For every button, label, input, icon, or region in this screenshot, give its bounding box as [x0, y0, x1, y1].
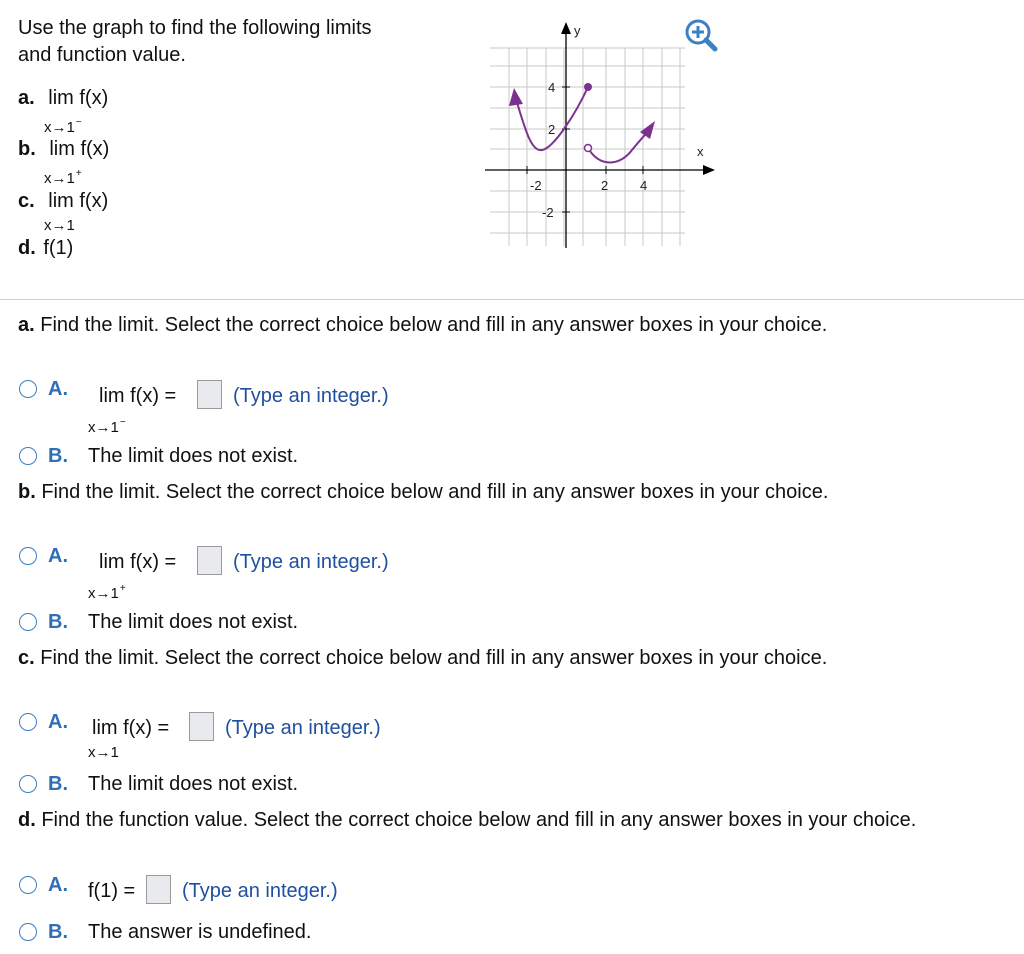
part-b-prompt — [18, 480, 828, 504]
part-a-option-a-radio[interactable] — [19, 380, 37, 398]
part-a-sub: x→1 — [88, 419, 119, 436]
open-point — [585, 145, 592, 152]
part-c-sub: x→1 — [88, 744, 119, 761]
part-a-prompt — [18, 313, 827, 337]
x-tick-label: 4 — [640, 178, 648, 193]
part-b-option-b-text: The limit does not exist. — [88, 611, 299, 633]
zoom-in-icon[interactable] — [684, 18, 720, 54]
part-d-prompt-text: Find the function value. Select the correct choice below and fill in any answer boxes in your choice. — [41, 809, 917, 831]
right-curve-arrow — [640, 121, 655, 139]
part-b-option-a-letter: A. — [48, 545, 68, 567]
part-a-prompt-text: Find the limit. Select the correct choice below and fill in any answer boxes in your choice. — [40, 314, 828, 336]
part-a-option-a-letter: A. — [48, 378, 68, 400]
part-b-option-b-radio[interactable] — [19, 613, 37, 631]
part-d-option-a-expr: f(1) = — [88, 880, 136, 902]
part-d-prompt — [18, 808, 916, 832]
part-b-option-a-expr: lim f(x) = — [99, 551, 177, 573]
y-tick-label: 4 — [548, 80, 556, 95]
item-b-letter: b. — [18, 138, 36, 160]
part-a-sup: − — [119, 417, 126, 428]
part-a-option-b-letter: B. — [48, 445, 68, 467]
part-b-option-a-radio[interactable] — [19, 547, 37, 565]
item-b-sub: x→1 — [44, 170, 75, 187]
item-c — [18, 189, 108, 213]
part-c-option-b-radio[interactable] — [19, 775, 37, 793]
part-a-option-a-subscript — [88, 415, 126, 436]
item-a-letter: a. — [18, 87, 35, 109]
item-c-text: lim f(x) — [48, 190, 109, 212]
x-axis-arrow — [703, 165, 715, 175]
item-a-text: lim f(x) — [48, 87, 109, 109]
part-a-option-b-radio[interactable] — [19, 447, 37, 465]
part-c-answer-input[interactable] — [189, 712, 214, 741]
item-c-subscript — [44, 218, 75, 234]
y-tick-label: -2 — [542, 205, 554, 220]
item-b-text: lim f(x) — [49, 138, 110, 160]
part-d-option-a-radio[interactable] — [19, 876, 37, 894]
item-b — [18, 137, 109, 161]
item-c-letter: c. — [18, 190, 35, 212]
part-a-answer-input[interactable] — [197, 380, 222, 409]
part-c-option-b-text: The limit does not exist. — [88, 773, 299, 795]
part-d-answer-input[interactable] — [146, 875, 171, 904]
part-c-prompt-text: Find the limit. Select the correct choice below and fill in any answer boxes in your choice. — [40, 647, 828, 669]
part-c-option-b-letter: B. — [48, 773, 68, 795]
intro-line-1: Use the graph to find the following limits — [18, 17, 372, 39]
part-b-option-b-letter: B. — [48, 611, 68, 633]
part-b-answer-input[interactable] — [197, 546, 222, 575]
part-b-option-a-subscript — [88, 581, 126, 602]
x-tick-label: 2 — [601, 178, 609, 193]
part-c-option-a-hint: (Type an integer.) — [225, 717, 381, 739]
part-d-option-a-letter: A. — [48, 874, 68, 896]
item-a-subscript — [44, 115, 82, 136]
item-a-sup: − — [75, 117, 82, 128]
part-c-option-a-letter: A. — [48, 711, 68, 733]
y-tick-label: 2 — [548, 122, 556, 137]
part-d-option-b-letter: B. — [48, 921, 68, 943]
x-tick-label: -2 — [530, 178, 542, 193]
part-b-sup: + — [119, 583, 126, 594]
item-d — [18, 236, 73, 260]
part-c-prompt — [18, 646, 827, 670]
part-c-option-a-subscript — [88, 745, 119, 761]
y-axis-arrow — [561, 22, 571, 34]
part-a-option-a-hint: (Type an integer.) — [233, 385, 389, 407]
closed-point — [584, 83, 592, 91]
x-axis-label: x — [697, 144, 704, 159]
part-a-option-b-text: The limit does not exist. — [88, 445, 299, 467]
item-c-sub: x→1 — [44, 217, 75, 234]
part-c-option-a-expr: lim f(x) = — [92, 717, 170, 739]
intro-line-2: and function value. — [18, 44, 186, 66]
item-b-sup: + — [75, 168, 82, 179]
section-divider — [0, 299, 1024, 300]
part-d-option-a-hint: (Type an integer.) — [182, 880, 338, 902]
right-curve — [588, 129, 650, 163]
y-axis-label: y — [574, 23, 581, 38]
zoom-handle — [706, 40, 715, 49]
part-b-sub: x→1 — [88, 585, 119, 602]
part-a-option-a-expr: lim f(x) = — [99, 385, 177, 407]
part-d-prompt-letter: d. — [18, 809, 36, 831]
part-b-prompt-text: Find the limit. Select the correct choice below and fill in any answer boxes in your choice. — [41, 481, 829, 503]
item-a — [18, 86, 108, 110]
part-a-prompt-letter: a. — [18, 314, 35, 336]
item-b-subscript — [44, 166, 82, 187]
part-c-option-a-radio[interactable] — [19, 713, 37, 731]
part-c-prompt-letter: c. — [18, 647, 35, 669]
left-curve-arrow — [509, 88, 523, 106]
part-d-option-b-radio[interactable] — [19, 923, 37, 941]
part-b-option-a-hint: (Type an integer.) — [233, 551, 389, 573]
item-a-sub: x→1 — [44, 119, 75, 136]
item-d-letter: d. — [18, 237, 36, 259]
part-d-option-b-text: The answer is undefined. — [88, 921, 312, 943]
item-d-text: f(1) — [43, 237, 74, 259]
part-b-prompt-letter: b. — [18, 481, 36, 503]
graph-axes — [485, 28, 708, 248]
